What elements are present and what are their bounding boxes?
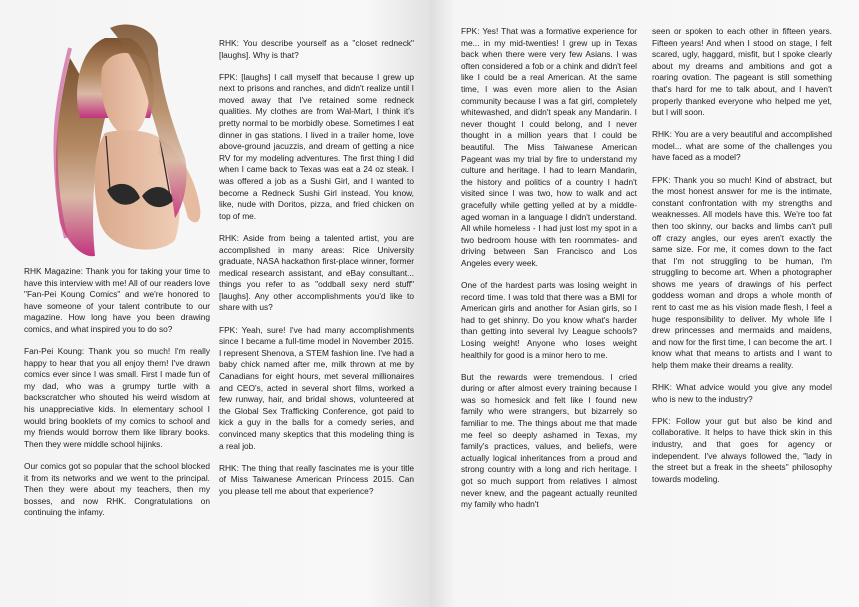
- paragraph: FPK: Follow your gut but also be kind and collaborative. It helps to have thick skin in this industry, and that goes for agency or independent. I've always followed the, "lady in the street but a freak in the sheets" philosophy towards modeling.: [652, 415, 832, 484]
- paragraph: FPK: Yeah, sure! I've had many accomplishments since I became a full-time model in November 2015. I represent Shenova, a STEM fashion line. I've had a baby chick named after me, milk thrown at me by Canadians for eight hours, met several millionaires and CEO's, acted in several short films, worked a few runway, hair, and bridal shows, volunteered at the Global Sex Trafficking Conference, got paid to kick a guy in the balls for a comedy series, and convinced many skeptics that this modeling thing is a real job.: [219, 324, 415, 451]
- paragraph: FPK: Yes! That was a formative experience for me... in my mid-twenties! I grew up in Texas back when there were very few Asians. I was often considered a fob or a chink and didn't feel like I could be a real American. At the same time, I was even more alien to the Asian community because I was a fat girl, completely whitewashed, and didn't speak any Mandarin. I never thought I could belong, and I never thought in a million years that I could be beautiful. The Miss Taiwanese American Pageant was my trial by fire to understand my culture and heritage. I had to learn Mandarin, the history and politics of a country I hadn't visited since I was two, how to walk and act gracefully while getting yelled at by a middle-aged woman in a language I didn't understand. All while homeless - I had just lost my spot in a two bedroom house with ten roommates- and driving between San Francisco and Los Angeles every week.: [461, 26, 637, 268]
- column-4: [652, 26, 832, 496]
- paragraph: RHK Magazine: Thank you for taking your time to have this interview with me! All of our readers love "Fan-Pei Koung Comics" and we're honored to have someone of your talent contribute to our magazine. How long have you been drawing comics, and what inspired you to do so?: [24, 266, 210, 334]
- paragraph: RHK: You are a very beautiful and accomplished model... what are some of the challenges you have faced as a model?: [652, 129, 832, 163]
- paragraph: FPK: Thank you so much! Kind of abstract, but the most honest answer for me is the intimate, constant confrontation with my strengths and weaknesses. All models have this. We're too fat then too skinny, our backs and limbs can't pull off crazy angles, our eyes aren't exactly the same size. For me, it comes down to the fact that I'm not struggling to be human, I'm struggling to become art. When a photographer shows me years of drawings of his perfect goddess woman and drops a whole month of rent to cast me as his vision made flesh, I feel a huge responsibility to deliver. My whole life I drew princesses and mermaids and maidens, and now for the first time, I can become the art. I know what that means to artists and I want to help them make their dreams a reality.: [652, 174, 832, 371]
- column-3: [461, 26, 637, 521]
- paragraph: Fan-Pei Koung: Thank you so much! I'm really happy to hear that you all enjoy them! I've drawn comics ever since I was small. First I made fun of my dad, who was a grumpy turtle with a backscratcher who shouted his weird wisdom at his unappreciative kids. In elementary school I would bring booklets of my comics to school and my friends would borrow them like library books. Then they were middle school hijinks.: [24, 346, 210, 449]
- column-2: [219, 38, 414, 508]
- column-1: [24, 266, 210, 529]
- paragraph: RHK: What advice would you give any model who is new to the industry?: [652, 382, 832, 404]
- paragraph: Our comics got so popular that the school blocked it from its networks and we went to the principal. Then they were about my teachers, then my bosses, and now RHK. Congratulations on continuing the infamy.: [24, 460, 210, 518]
- paragraph: One of the hardest parts was losing weight in record time. I was told that there was a BMI for American girls and another for Asian girls, so I had to get shinny. Do you know what's harder than getting into several Ivy League schools? Losing weight! Anyone who loses weight healthily for good is a minor hero to me.: [461, 279, 637, 360]
- paragraph: RHK: Aside from being a talented artist, you are accomplished in many areas: Rice University graduate, NASA hackathon first-place winner, former medical research assistant, and eBay consultant... things you refer to as "oddball sexy nerd stuff" [laughs]. Any other accomplishments you'd like to share with us?: [219, 232, 414, 313]
- right-page: [430, 0, 859, 607]
- paragraph: seen or spoken to each other in fifteen years. Fifteen years! And when I stood on stage, I felt scared, ugly, haggard, misfit, but I spoke clearly about my dreams and ambitions and got a roaring ovation. The pageant is still something that's hard for me to talk about, and I haven't properly thanked everyone who helped me yet, but I will soon.: [652, 26, 832, 118]
- model-photo: [10, 8, 220, 263]
- paragraph: RHK: The thing that really fascinates me is your title of Miss Taiwanese American Princess 2015. Can you please tell me about that experience?: [219, 462, 414, 496]
- paragraph: But the rewards were tremendous. I cried during or after almost every training because I was so homesick and felt like I found new family who were strangers, but bizarrely so familiar to me. The things about me that made me feel so deeply ashamed in Texas, my family's practices, values, and beliefs, were actually logical inheritances from a proud and strong country with a long and rich heritage. I got so much support from relatives I almost never knew, and the pageant actually reunited my family who hadn't: [461, 371, 637, 510]
- paragraph: RHK: You describe yourself as a "closet redneck" [laughs]. Why is that?: [219, 38, 414, 60]
- paragraph: FPK: [laughs] I call myself that because I grew up next to prisons and ranches, and didn't realize until I moved away that I've retained some redneck qualities. My clothes are from Wal-Mart, I think it's pretty normal to be morbidly obese. Sometimes I eat dinner in gas stations. I lived in a trailer home, love above-ground jacuzzis, and dream of getting a nice RV for my modeling adventures. The first thing I did when I came back to Texas was eat a 24 oz steak. I was offered a job as a Sushi Girl, and I wanted to become a Redneck Sushi Girl instead. You know, like, nude with Doritos, pizza, and fried chicken on top of me.: [219, 71, 414, 221]
